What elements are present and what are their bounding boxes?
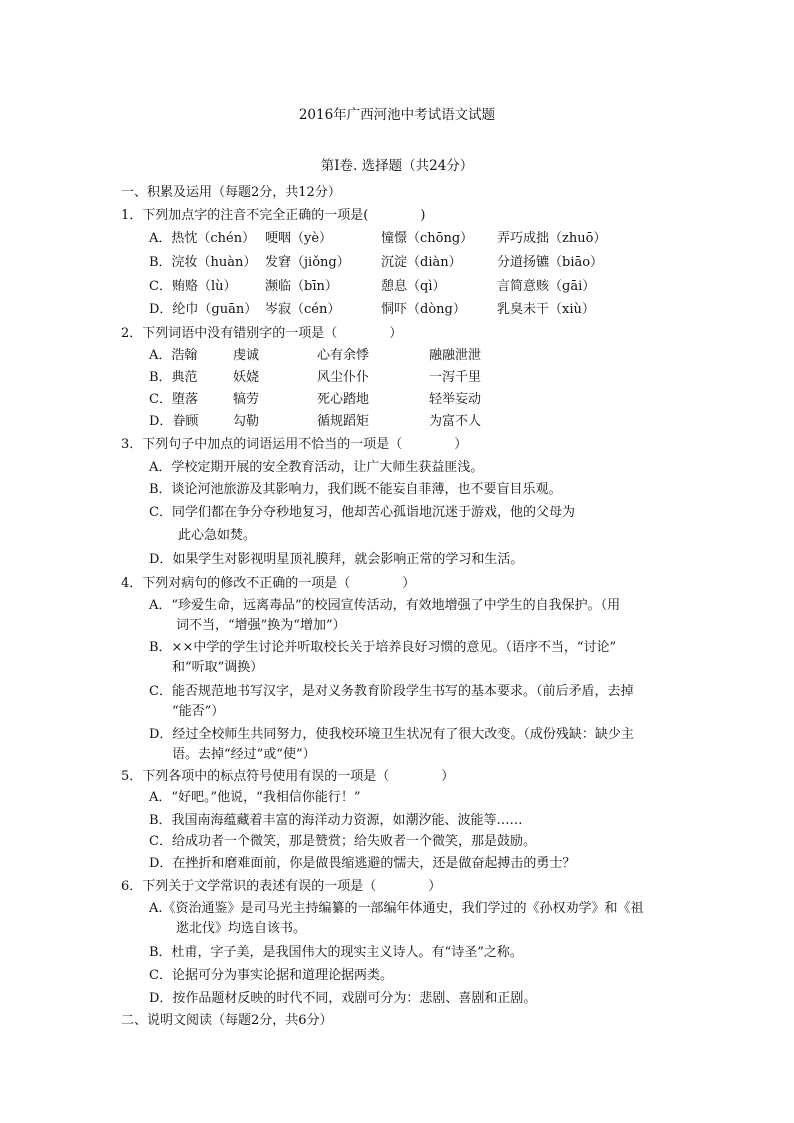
option-cell: 沉淀（diàn） <box>381 255 462 270</box>
option-cell: 憩息（qì） <box>381 279 446 294</box>
question-5-option-c: C．给成功者一个微笑，那是赞赏；给失败者一个微笑，那是鼓励。 <box>149 834 536 849</box>
option-cell: A．热忱（chén） <box>149 231 256 246</box>
option-cell: 弄巧成拙（zhuō） <box>497 231 607 246</box>
question-3-option-c: C．同学们都在争分夺秒地复习，他却苦心孤诣地沉迷于游戏，他的父母为 <box>149 505 575 520</box>
option-cell: 为富不人 <box>429 414 482 429</box>
option-cell: 一泻千里 <box>429 370 482 385</box>
option-cell: 死心踏地 <box>317 392 370 407</box>
question-4-option-d-cont: 语。去掉“经过”或“使”） <box>172 747 316 762</box>
question-1-stem: 1．下列加点字的注音不完全正确的一项是( ) <box>121 208 426 223</box>
option-cell: 妖娆 <box>233 370 260 385</box>
question-3-option-b: B．谈论河池旅游及其影响力，我们既不能妄自菲薄，也不要盲目乐观。 <box>149 482 562 497</box>
option-cell: 岑寂（cén） <box>265 302 341 317</box>
option-cell: 心有余悸 <box>317 348 370 363</box>
option-cell: 濒临（bīn） <box>265 279 338 294</box>
question-3-option-d: D．如果学生对影视明星顶礼膜拜，就会影响正常的学习和生活。 <box>149 552 524 567</box>
question-4-option-d: D．经过全校师生共同努力，使我校环境卫生状况有了很大改变。（成份残缺：缺少主 <box>149 727 634 742</box>
question-4-option-a-cont: 词不当，“增强”换为“增加”） <box>176 618 346 633</box>
question-2-option-d <box>149 413 481 431</box>
option-cell: 分道扬镳（biāo） <box>497 255 604 270</box>
question-6-option-a-cont: 逖北伐》均选自该书。 <box>176 921 307 936</box>
question-4-option-c: C．能否规范地书写汉字，是对义务教育阶段学生书写的基本要求。（前后矛盾，去掉 <box>149 684 634 699</box>
question-4-option-c-cont: “能否”） <box>172 704 225 719</box>
option-cell: 虔诚 <box>233 348 260 363</box>
option-cell: 融融泄泄 <box>429 348 482 363</box>
question-1-option-d <box>149 301 595 319</box>
option-cell: 恫吓（dòng） <box>381 302 466 317</box>
part-heading: 第Ⅰ卷. 选择题（共24分） <box>320 158 474 174</box>
question-3-option-a: A．学校定期开展的安全教育活动，让广大师生获益匪浅。 <box>149 460 484 475</box>
option-cell: A．浩翰 <box>149 348 198 363</box>
option-cell: 言简意赅（ɡāi） <box>497 279 596 294</box>
option-cell: B．浣妆（huàn） <box>149 255 257 270</box>
question-5-option-a: A．“好吧。”他说，“我相信你能行！” <box>149 790 361 805</box>
question-5-option-b: B．我国南海蕴藏着丰富的海洋动力资源，如潮汐能、波能等…… <box>149 813 523 828</box>
question-2-stem: 2．下列词语中没有错别字的一项是（ ） <box>121 326 403 341</box>
section-heading-1: 一、积累及运用（每题2分，共12分） <box>121 185 341 200</box>
option-cell: D．纶巾（ɡuān） <box>149 302 258 317</box>
question-1-option-a <box>149 230 606 248</box>
option-cell: 憧憬（chōng） <box>381 231 474 246</box>
section-heading-2: 二、说明文阅读（每题2分，共6分） <box>121 1013 333 1028</box>
question-2-option-b <box>149 369 481 387</box>
question-2-option-c <box>149 391 481 409</box>
option-cell: 犒劳 <box>233 392 260 407</box>
option-cell: 发窘（jiǒng） <box>265 255 350 270</box>
question-4-option-b: B．××中学的学生讨论并听取校长关于培养良好习惯的意见。（语序不当，“讨论” <box>149 640 617 655</box>
option-cell: C．堕落 <box>149 392 198 407</box>
option-cell: 哽咽（yè） <box>265 231 333 246</box>
option-cell: 轻举妄动 <box>429 392 482 407</box>
question-4-option-b-cont: 和“听取”调换） <box>172 660 264 675</box>
question-1-option-b <box>149 254 603 272</box>
question-2-option-a <box>149 347 481 365</box>
option-cell: 乳臭未干（xiù） <box>497 302 595 317</box>
question-4-stem: 4．下列对病句的修改不正确的一项是（ ） <box>121 576 416 591</box>
question-6-option-c: C．论据可分为事实论据和道理论据两类。 <box>149 968 393 983</box>
question-5-stem: 5．下列各项中的标点符号使用有误的一项是（ ） <box>121 769 455 784</box>
question-4-option-a: A．“珍爱生命，远离毒品”的校园宣传活动，有效地增强了中学生的自我保护。（用 <box>149 598 621 613</box>
question-6-option-d: D．按作品题材反映的时代不同，戏剧可分为：悲剧、喜剧和正剧。 <box>149 991 537 1006</box>
option-cell: B．典范 <box>149 370 198 385</box>
question-3-option-c-cont: 此心急如焚。 <box>178 528 257 543</box>
option-cell: D．眷顾 <box>149 414 199 429</box>
option-cell: C．贿赂（lù） <box>149 279 237 294</box>
option-cell: 循规蹈矩 <box>317 414 370 429</box>
option-cell: 风尘仆仆 <box>317 370 370 385</box>
question-6-option-b: B．杜甫，字子美，是我国伟大的现实主义诗人。有“诗圣”之称。 <box>149 945 523 960</box>
page-title: 2016年广西河池中考试语文试题 <box>298 107 496 123</box>
option-cell: 勾勒 <box>233 414 260 429</box>
question-3-stem: 3．下列句子中加点的词语运用不恰当的一项是（ ） <box>121 437 468 452</box>
question-5-option-d: D．在挫折和磨难面前，你是做畏缩逃避的懦夫，还是做奋起搏击的勇士？ <box>149 856 576 871</box>
question-1-option-c <box>149 278 595 296</box>
question-6-stem: 6．下列关于文学常识的表述有误的一项是（ ） <box>121 879 442 894</box>
question-6-option-a: A.《资治通鉴》是司马光主持编纂的一部编年体通史，我们学过的《孙权劝学》和《祖 <box>149 901 644 916</box>
